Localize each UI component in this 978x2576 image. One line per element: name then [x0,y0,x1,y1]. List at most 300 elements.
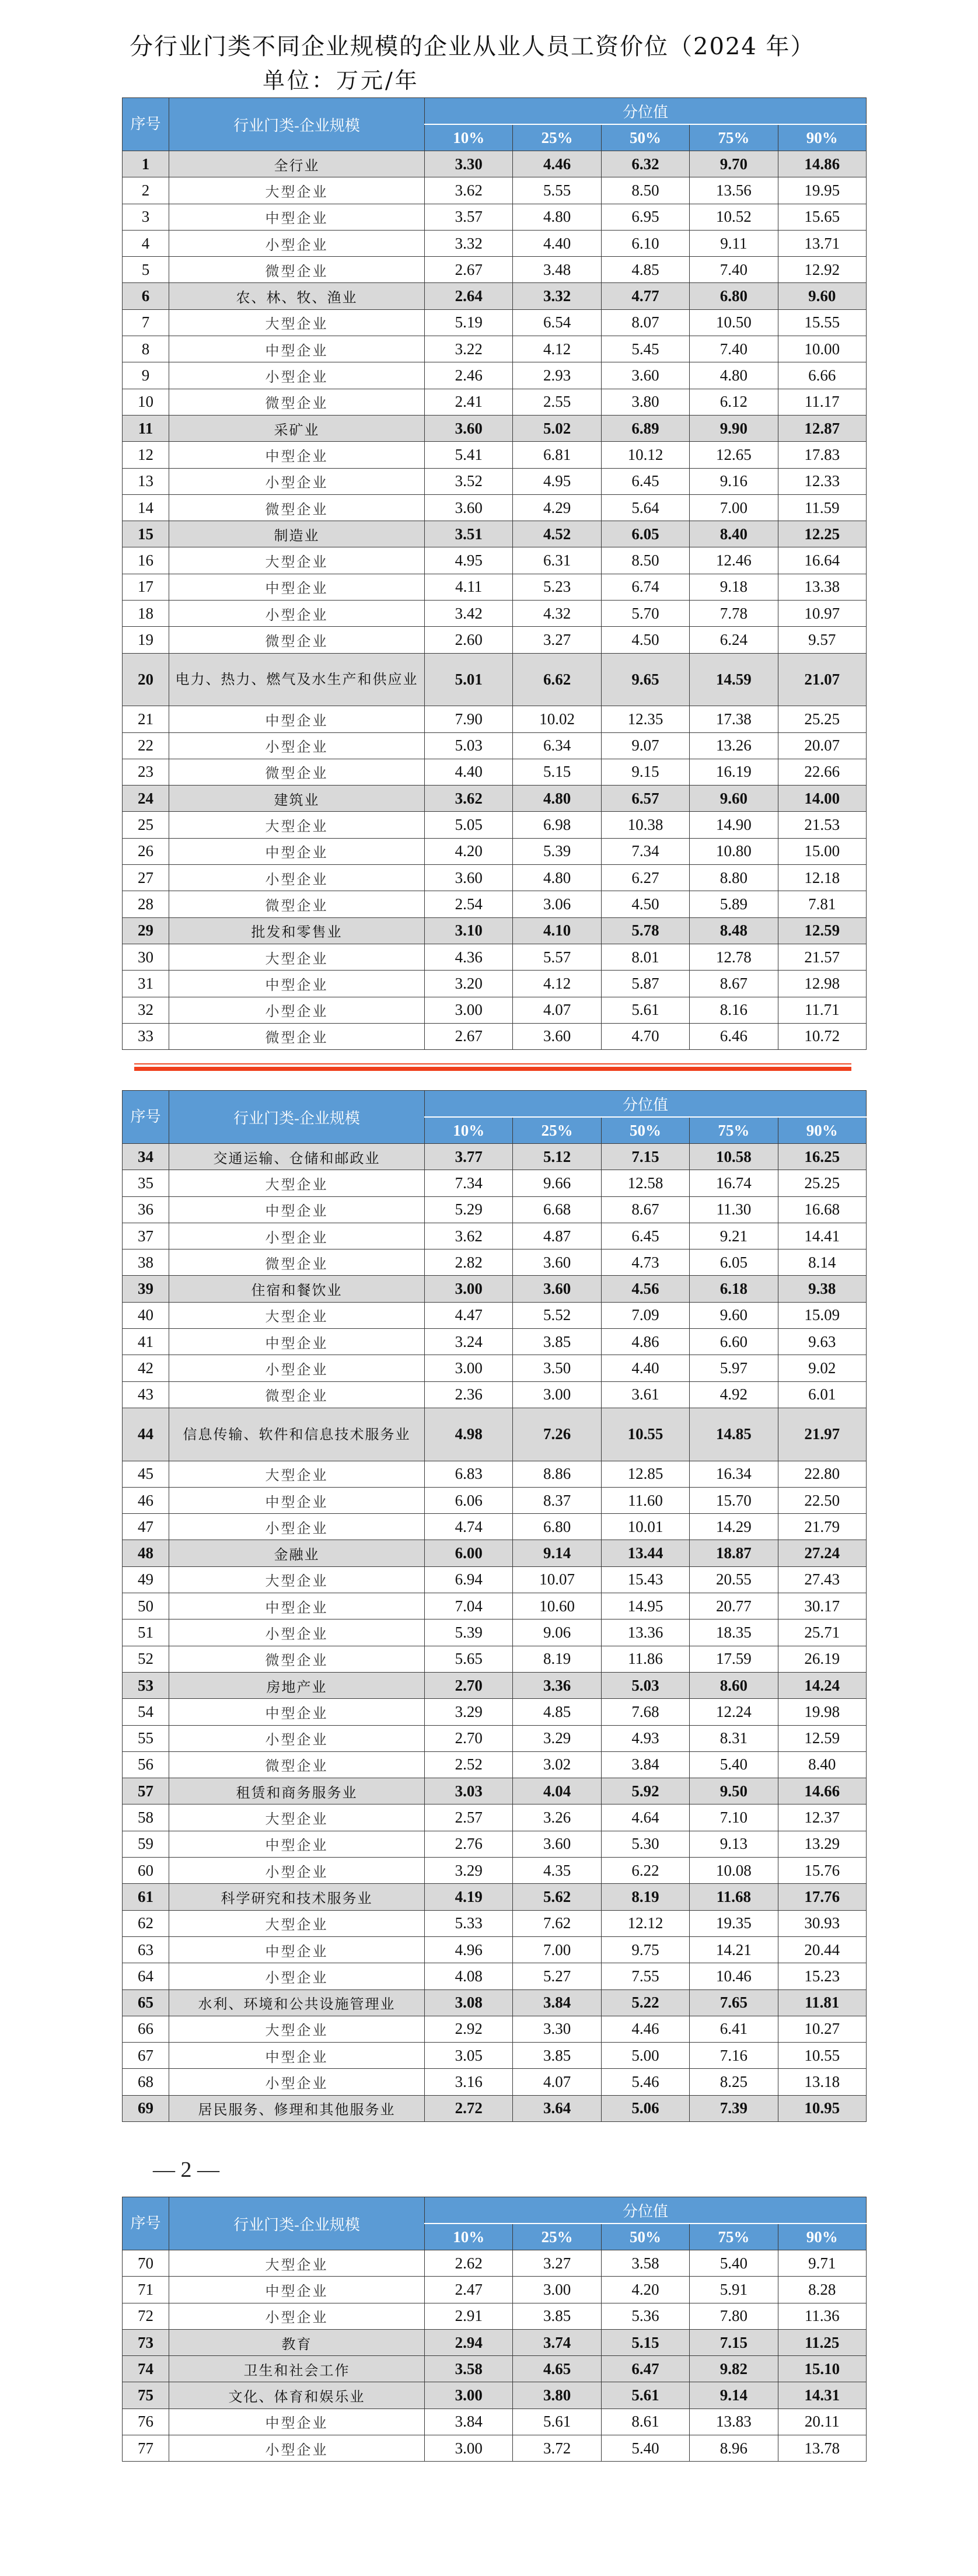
enterprise-size-row [123,574,867,600]
cell-industry-size: 交通运输、仓储和邮政业 [169,1144,425,1170]
cell-serial-number: 18 [123,601,169,627]
cell-serial-number: 12 [123,442,169,468]
cell-industry-size: 教育 [169,2329,425,2355]
cell-percentile-90: 21.97 [778,1408,866,1461]
cell-percentile-10: 2.82 [425,1249,513,1276]
cell-industry-size: 租赁和商务服务业 [169,1778,425,1804]
cell-serial-number: 16 [123,547,169,574]
cell-percentile-50: 3.84 [601,1751,689,1778]
cell-percentile-90: 27.24 [778,1540,866,1566]
enterprise-size-row [123,1751,867,1778]
cell-percentile-25: 4.12 [513,336,601,362]
cell-percentile-90: 30.93 [778,1910,866,1936]
cell-percentile-90: 19.98 [778,1699,866,1725]
cell-industry-size: 全行业 [169,151,425,177]
cell-percentile-90: 19.95 [778,177,866,204]
cell-percentile-90: 30.17 [778,1593,866,1619]
cell-percentile-90: 17.83 [778,442,866,468]
cell-percentile-10: 5.29 [425,1196,513,1223]
enterprise-size-row [123,547,867,574]
cell-industry-size: 农、林、牧、渔业 [169,283,425,309]
enterprise-size-row [123,442,867,468]
cell-serial-number: 19 [123,627,169,653]
cell-percentile-10: 3.60 [425,865,513,891]
cell-percentile-90: 10.72 [778,1023,866,1049]
cell-percentile-50: 6.22 [601,1858,689,1884]
cell-percentile-50: 6.45 [601,468,689,494]
cell-percentile-75: 9.70 [690,151,778,177]
cell-serial-number: 67 [123,2043,169,2069]
cell-percentile-50: 6.27 [601,865,689,891]
cell-industry-size: 小型企业 [169,2435,425,2462]
cell-serial-number: 20 [123,653,169,706]
cell-percentile-50: 15.43 [601,1566,689,1593]
cell-serial-number: 22 [123,732,169,759]
divider-thick-line [134,1067,851,1071]
cell-percentile-50: 6.89 [601,415,689,441]
cell-percentile-25: 3.60 [513,1023,601,1049]
enterprise-size-row [123,362,867,389]
cell-serial-number: 56 [123,1751,169,1778]
industry-category-row [123,1276,867,1302]
cell-percentile-75: 16.74 [690,1170,778,1196]
cell-percentile-90: 13.78 [778,2435,866,2462]
cell-percentile-90: 9.38 [778,1276,866,1302]
cell-percentile-90: 11.36 [778,2303,866,2329]
cell-percentile-25: 4.80 [513,204,601,230]
cell-percentile-90: 25.25 [778,706,866,732]
cell-percentile-75: 9.21 [690,1223,778,1249]
cell-serial-number: 34 [123,1144,169,1170]
enterprise-size-row [123,1804,867,1831]
cell-percentile-10: 2.67 [425,1023,513,1049]
cell-industry-size: 大型企业 [169,1170,425,1196]
cell-percentile-90: 11.81 [778,1989,866,2016]
wage-table-part-2 [122,1090,867,2122]
industry-category-row [123,415,867,441]
cell-percentile-75: 20.55 [690,1566,778,1593]
cell-percentile-25: 8.19 [513,1646,601,1672]
cell-percentile-75: 7.39 [690,2095,778,2121]
cell-percentile-50: 6.32 [601,151,689,177]
cell-industry-size: 中型企业 [169,1831,425,1857]
cell-percentile-75: 7.80 [690,2303,778,2329]
cell-percentile-50: 7.09 [601,1302,689,1328]
cell-percentile-25: 7.62 [513,1910,601,1936]
cell-percentile-90: 21.53 [778,812,866,838]
cell-industry-size: 大型企业 [169,547,425,574]
cell-industry-size: 中型企业 [169,2277,425,2303]
cell-percentile-10: 3.58 [425,2356,513,2382]
cell-percentile-50: 5.22 [601,1989,689,2016]
cell-percentile-90: 16.68 [778,1196,866,1223]
cell-percentile-25: 5.02 [513,415,601,441]
enterprise-size-row [123,997,867,1023]
cell-percentile-90: 12.18 [778,865,866,891]
cell-percentile-75: 12.24 [690,1699,778,1725]
cell-percentile-50: 5.64 [601,494,689,521]
cell-percentile-25: 3.60 [513,1831,601,1857]
cell-percentile-10: 2.52 [425,1751,513,1778]
cell-serial-number: 23 [123,759,169,785]
enterprise-size-row [123,1619,867,1646]
cell-percentile-10: 4.08 [425,1963,513,1989]
cell-percentile-90: 11.25 [778,2329,866,2355]
cell-percentile-10: 6.06 [425,1487,513,1513]
cell-percentile-25: 3.30 [513,2016,601,2042]
industry-category-row [123,917,867,944]
cell-percentile-90: 16.25 [778,1144,866,1170]
cell-percentile-10: 3.32 [425,230,513,256]
cell-percentile-75: 9.90 [690,415,778,441]
cell-percentile-25: 6.68 [513,1196,601,1223]
cell-percentile-50: 4.73 [601,1249,689,1276]
enterprise-size-row [123,1699,867,1725]
cell-percentile-50: 8.01 [601,944,689,970]
cell-percentile-25: 5.12 [513,1144,601,1170]
cell-industry-size: 小型企业 [169,732,425,759]
cell-serial-number: 30 [123,944,169,970]
cell-serial-number: 21 [123,706,169,732]
cell-serial-number: 36 [123,1196,169,1223]
cell-percentile-25: 3.50 [513,1355,601,1381]
industry-category-row [123,2095,867,2121]
header-percentile-50: 50% [601,1117,689,1144]
cell-percentile-75: 6.18 [690,1276,778,1302]
cell-percentile-50: 3.61 [601,1381,689,1408]
cell-industry-size: 小型企业 [169,1619,425,1646]
enterprise-size-row [123,706,867,732]
cell-percentile-50: 7.55 [601,1963,689,1989]
cell-percentile-75: 15.70 [690,1487,778,1513]
enterprise-size-row [123,336,867,362]
industry-category-row [123,1144,867,1170]
cell-percentile-10: 3.60 [425,494,513,521]
cell-percentile-25: 5.57 [513,944,601,970]
cell-industry-size: 中型企业 [169,574,425,600]
cell-percentile-75: 7.16 [690,2043,778,2069]
cell-percentile-25: 3.85 [513,1329,601,1355]
cell-percentile-10: 3.16 [425,2069,513,2095]
enterprise-size-row [123,2016,867,2042]
cell-percentile-90: 8.40 [778,1751,866,1778]
enterprise-size-row [123,1487,867,1513]
cell-percentile-50: 8.50 [601,547,689,574]
industry-category-row [123,2382,867,2409]
cell-percentile-50: 8.19 [601,1884,689,1910]
cell-percentile-25: 3.00 [513,1381,601,1408]
cell-percentile-90: 14.66 [778,1778,866,1804]
cell-percentile-75: 5.97 [690,1355,778,1381]
cell-percentile-75: 8.16 [690,997,778,1023]
cell-serial-number: 58 [123,1804,169,1831]
cell-percentile-50: 3.58 [601,2250,689,2277]
enterprise-size-row [123,1461,867,1487]
enterprise-size-row [123,1381,867,1408]
cell-percentile-25: 3.06 [513,891,601,917]
cell-percentile-90: 15.23 [778,1963,866,1989]
cell-industry-size: 微型企业 [169,1381,425,1408]
cell-percentile-25: 3.72 [513,2435,601,2462]
red-page-divider [134,1063,851,1071]
cell-percentile-10: 2.36 [425,1381,513,1408]
cell-industry-size: 大型企业 [169,177,425,204]
cell-industry-size: 小型企业 [169,1858,425,1884]
cell-percentile-10: 4.11 [425,574,513,600]
cell-industry-size: 中型企业 [169,204,425,230]
header-serial-number: 序号 [123,2197,169,2250]
cell-serial-number: 6 [123,283,169,309]
cell-serial-number: 3 [123,204,169,230]
cell-percentile-50: 5.46 [601,2069,689,2095]
cell-industry-size: 微型企业 [169,494,425,521]
header-percentile-group: 分位值 [425,1091,867,1118]
cell-percentile-25: 10.60 [513,1593,601,1619]
cell-percentile-50: 6.47 [601,2356,689,2382]
cell-serial-number: 70 [123,2250,169,2277]
cell-industry-size: 中型企业 [169,2043,425,2069]
cell-percentile-25: 5.61 [513,2409,601,2435]
header-percentile-50: 50% [601,2224,689,2250]
cell-percentile-50: 8.61 [601,2409,689,2435]
cell-percentile-75: 13.26 [690,732,778,759]
cell-industry-size: 微型企业 [169,389,425,415]
cell-serial-number: 46 [123,1487,169,1513]
header-percentile-10: 10% [425,124,513,151]
cell-percentile-90: 13.29 [778,1831,866,1857]
cell-industry-size: 卫生和社会工作 [169,2356,425,2382]
enterprise-size-row [123,1196,867,1223]
cell-serial-number: 17 [123,574,169,600]
header-percentile-25: 25% [513,2224,601,2250]
cell-serial-number: 1 [123,151,169,177]
cell-percentile-90: 15.76 [778,1858,866,1884]
header-percentile-90: 90% [778,124,866,151]
cell-percentile-50: 10.38 [601,812,689,838]
cell-percentile-10: 4.20 [425,838,513,864]
cell-serial-number: 71 [123,2277,169,2303]
cell-serial-number: 66 [123,2016,169,2042]
cell-percentile-25: 3.80 [513,2382,601,2409]
cell-percentile-75: 18.87 [690,1540,778,1566]
cell-percentile-10: 3.30 [425,151,513,177]
cell-percentile-75: 8.31 [690,1725,778,1751]
enterprise-size-row [123,2409,867,2435]
cell-percentile-75: 5.91 [690,2277,778,2303]
cell-percentile-25: 4.80 [513,865,601,891]
cell-percentile-75: 10.52 [690,204,778,230]
header-serial-number: 序号 [123,1091,169,1144]
cell-percentile-10: 2.70 [425,1725,513,1751]
cell-percentile-75: 16.34 [690,1461,778,1487]
cell-serial-number: 73 [123,2329,169,2355]
cell-percentile-25: 4.65 [513,2356,601,2382]
cell-percentile-50: 12.85 [601,1461,689,1487]
cell-percentile-50: 5.78 [601,917,689,944]
cell-percentile-90: 12.87 [778,415,866,441]
header-percentile-75: 75% [690,2224,778,2250]
cell-percentile-25: 5.62 [513,1884,601,1910]
cell-percentile-50: 5.61 [601,997,689,1023]
cell-percentile-50: 8.50 [601,177,689,204]
enterprise-size-row [123,309,867,336]
cell-percentile-90: 12.33 [778,468,866,494]
header-row-top [123,1091,867,1118]
cell-percentile-25: 6.34 [513,732,601,759]
cell-industry-size: 小型企业 [169,1514,425,1540]
header-percentile-10: 10% [425,1117,513,1144]
cell-percentile-75: 6.12 [690,389,778,415]
header-industry-size: 行业门类-企业规模 [169,1091,425,1144]
cell-percentile-90: 9.63 [778,1329,866,1355]
cell-percentile-25: 4.29 [513,494,601,521]
cell-industry-size: 微型企业 [169,627,425,653]
cell-industry-size: 大型企业 [169,309,425,336]
cell-percentile-90: 16.64 [778,547,866,574]
cell-percentile-25: 3.48 [513,257,601,283]
cell-percentile-50: 14.95 [601,1593,689,1619]
cell-percentile-25: 5.27 [513,1963,601,1989]
enterprise-size-row [123,204,867,230]
cell-industry-size: 小型企业 [169,230,425,256]
cell-percentile-50: 4.86 [601,1329,689,1355]
cell-percentile-50: 12.58 [601,1170,689,1196]
cell-percentile-25: 2.55 [513,389,601,415]
cell-industry-size: 小型企业 [169,362,425,389]
cell-percentile-75: 6.41 [690,2016,778,2042]
cell-serial-number: 65 [123,1989,169,2016]
cell-percentile-25: 3.26 [513,1804,601,1831]
table-body [123,2250,867,2462]
cell-industry-size: 中型企业 [169,1699,425,1725]
table-body [123,151,867,1050]
cell-percentile-75: 10.80 [690,838,778,864]
cell-percentile-50: 5.92 [601,1778,689,1804]
cell-percentile-50: 6.10 [601,230,689,256]
cell-percentile-25: 4.40 [513,230,601,256]
header-percentile-group: 分位值 [425,98,867,125]
cell-serial-number: 13 [123,468,169,494]
cell-percentile-90: 6.01 [778,1381,866,1408]
header-industry-size: 行业门类-企业规模 [169,98,425,151]
cell-percentile-50: 6.95 [601,204,689,230]
cell-percentile-25: 4.07 [513,997,601,1023]
cell-industry-size: 微型企业 [169,759,425,785]
enterprise-size-row [123,865,867,891]
cell-percentile-90: 25.71 [778,1619,866,1646]
cell-percentile-90: 25.25 [778,1170,866,1196]
cell-percentile-50: 4.85 [601,257,689,283]
cell-percentile-50: 4.50 [601,891,689,917]
enterprise-size-row [123,1831,867,1857]
cell-percentile-90: 8.28 [778,2277,866,2303]
cell-percentile-25: 9.14 [513,1540,601,1566]
cell-percentile-25: 4.87 [513,1223,601,1249]
cell-percentile-75: 9.16 [690,468,778,494]
cell-percentile-50: 5.00 [601,2043,689,2069]
cell-percentile-75: 8.25 [690,2069,778,2095]
cell-industry-size: 微型企业 [169,1249,425,1276]
cell-percentile-25: 5.23 [513,574,601,600]
industry-category-row [123,1672,867,1698]
cell-percentile-25: 3.36 [513,1672,601,1698]
header-percentile-90: 90% [778,1117,866,1144]
cell-percentile-10: 4.40 [425,759,513,785]
cell-percentile-90: 10.27 [778,2016,866,2042]
cell-serial-number: 64 [123,1963,169,1989]
cell-percentile-90: 9.60 [778,283,866,309]
cell-industry-size: 大型企业 [169,1461,425,1487]
cell-percentile-75: 9.82 [690,2356,778,2382]
enterprise-size-row [123,732,867,759]
cell-industry-size: 电力、热力、燃气及水生产和供应业 [169,653,425,706]
cell-percentile-75: 10.46 [690,1963,778,1989]
cell-serial-number: 25 [123,812,169,838]
cell-percentile-25: 6.31 [513,547,601,574]
cell-industry-size: 制造业 [169,521,425,547]
cell-percentile-75: 5.89 [690,891,778,917]
cell-percentile-75: 9.50 [690,1778,778,1804]
cell-percentile-25: 3.74 [513,2329,601,2355]
cell-percentile-90: 9.71 [778,2250,866,2277]
cell-percentile-10: 3.00 [425,997,513,1023]
cell-industry-size: 住宿和餐饮业 [169,1276,425,1302]
cell-percentile-90: 20.11 [778,2409,866,2435]
cell-serial-number: 61 [123,1884,169,1910]
cell-percentile-10: 5.65 [425,1646,513,1672]
cell-industry-size: 大型企业 [169,1566,425,1593]
enterprise-size-row [123,1858,867,1884]
cell-percentile-75: 11.68 [690,1884,778,1910]
cell-serial-number: 60 [123,1858,169,1884]
cell-serial-number: 24 [123,786,169,812]
cell-percentile-90: 10.97 [778,601,866,627]
cell-percentile-75: 10.08 [690,1858,778,1884]
cell-serial-number: 41 [123,1329,169,1355]
cell-percentile-75: 13.83 [690,2409,778,2435]
enterprise-size-row [123,1514,867,1540]
cell-percentile-10: 2.60 [425,627,513,653]
cell-industry-size: 微型企业 [169,1023,425,1049]
cell-percentile-10: 4.96 [425,1936,513,1963]
cell-serial-number: 31 [123,971,169,997]
cell-percentile-25: 3.60 [513,1249,601,1276]
cell-industry-size: 中型企业 [169,1329,425,1355]
cell-percentile-10: 7.34 [425,1170,513,1196]
cell-percentile-50: 10.55 [601,1408,689,1461]
cell-percentile-25: 3.27 [513,2250,601,2277]
cell-industry-size: 水利、环境和公共设施管理业 [169,1989,425,2016]
cell-percentile-25: 4.85 [513,1699,601,1725]
cell-percentile-90: 12.98 [778,971,866,997]
cell-percentile-10: 5.41 [425,442,513,468]
cell-percentile-90: 14.24 [778,1672,866,1698]
cell-percentile-75: 17.59 [690,1646,778,1672]
cell-industry-size: 小型企业 [169,1355,425,1381]
cell-percentile-10: 4.74 [425,1514,513,1540]
cell-percentile-25: 5.15 [513,759,601,785]
enterprise-size-row [123,601,867,627]
cell-percentile-75: 6.60 [690,1329,778,1355]
cell-serial-number: 52 [123,1646,169,1672]
cell-percentile-25: 4.95 [513,468,601,494]
cell-percentile-50: 8.07 [601,309,689,336]
cell-percentile-75: 6.46 [690,1023,778,1049]
cell-serial-number: 11 [123,415,169,441]
cell-percentile-10: 5.33 [425,1910,513,1936]
cell-percentile-10: 3.05 [425,2043,513,2069]
cell-percentile-25: 10.07 [513,1566,601,1593]
